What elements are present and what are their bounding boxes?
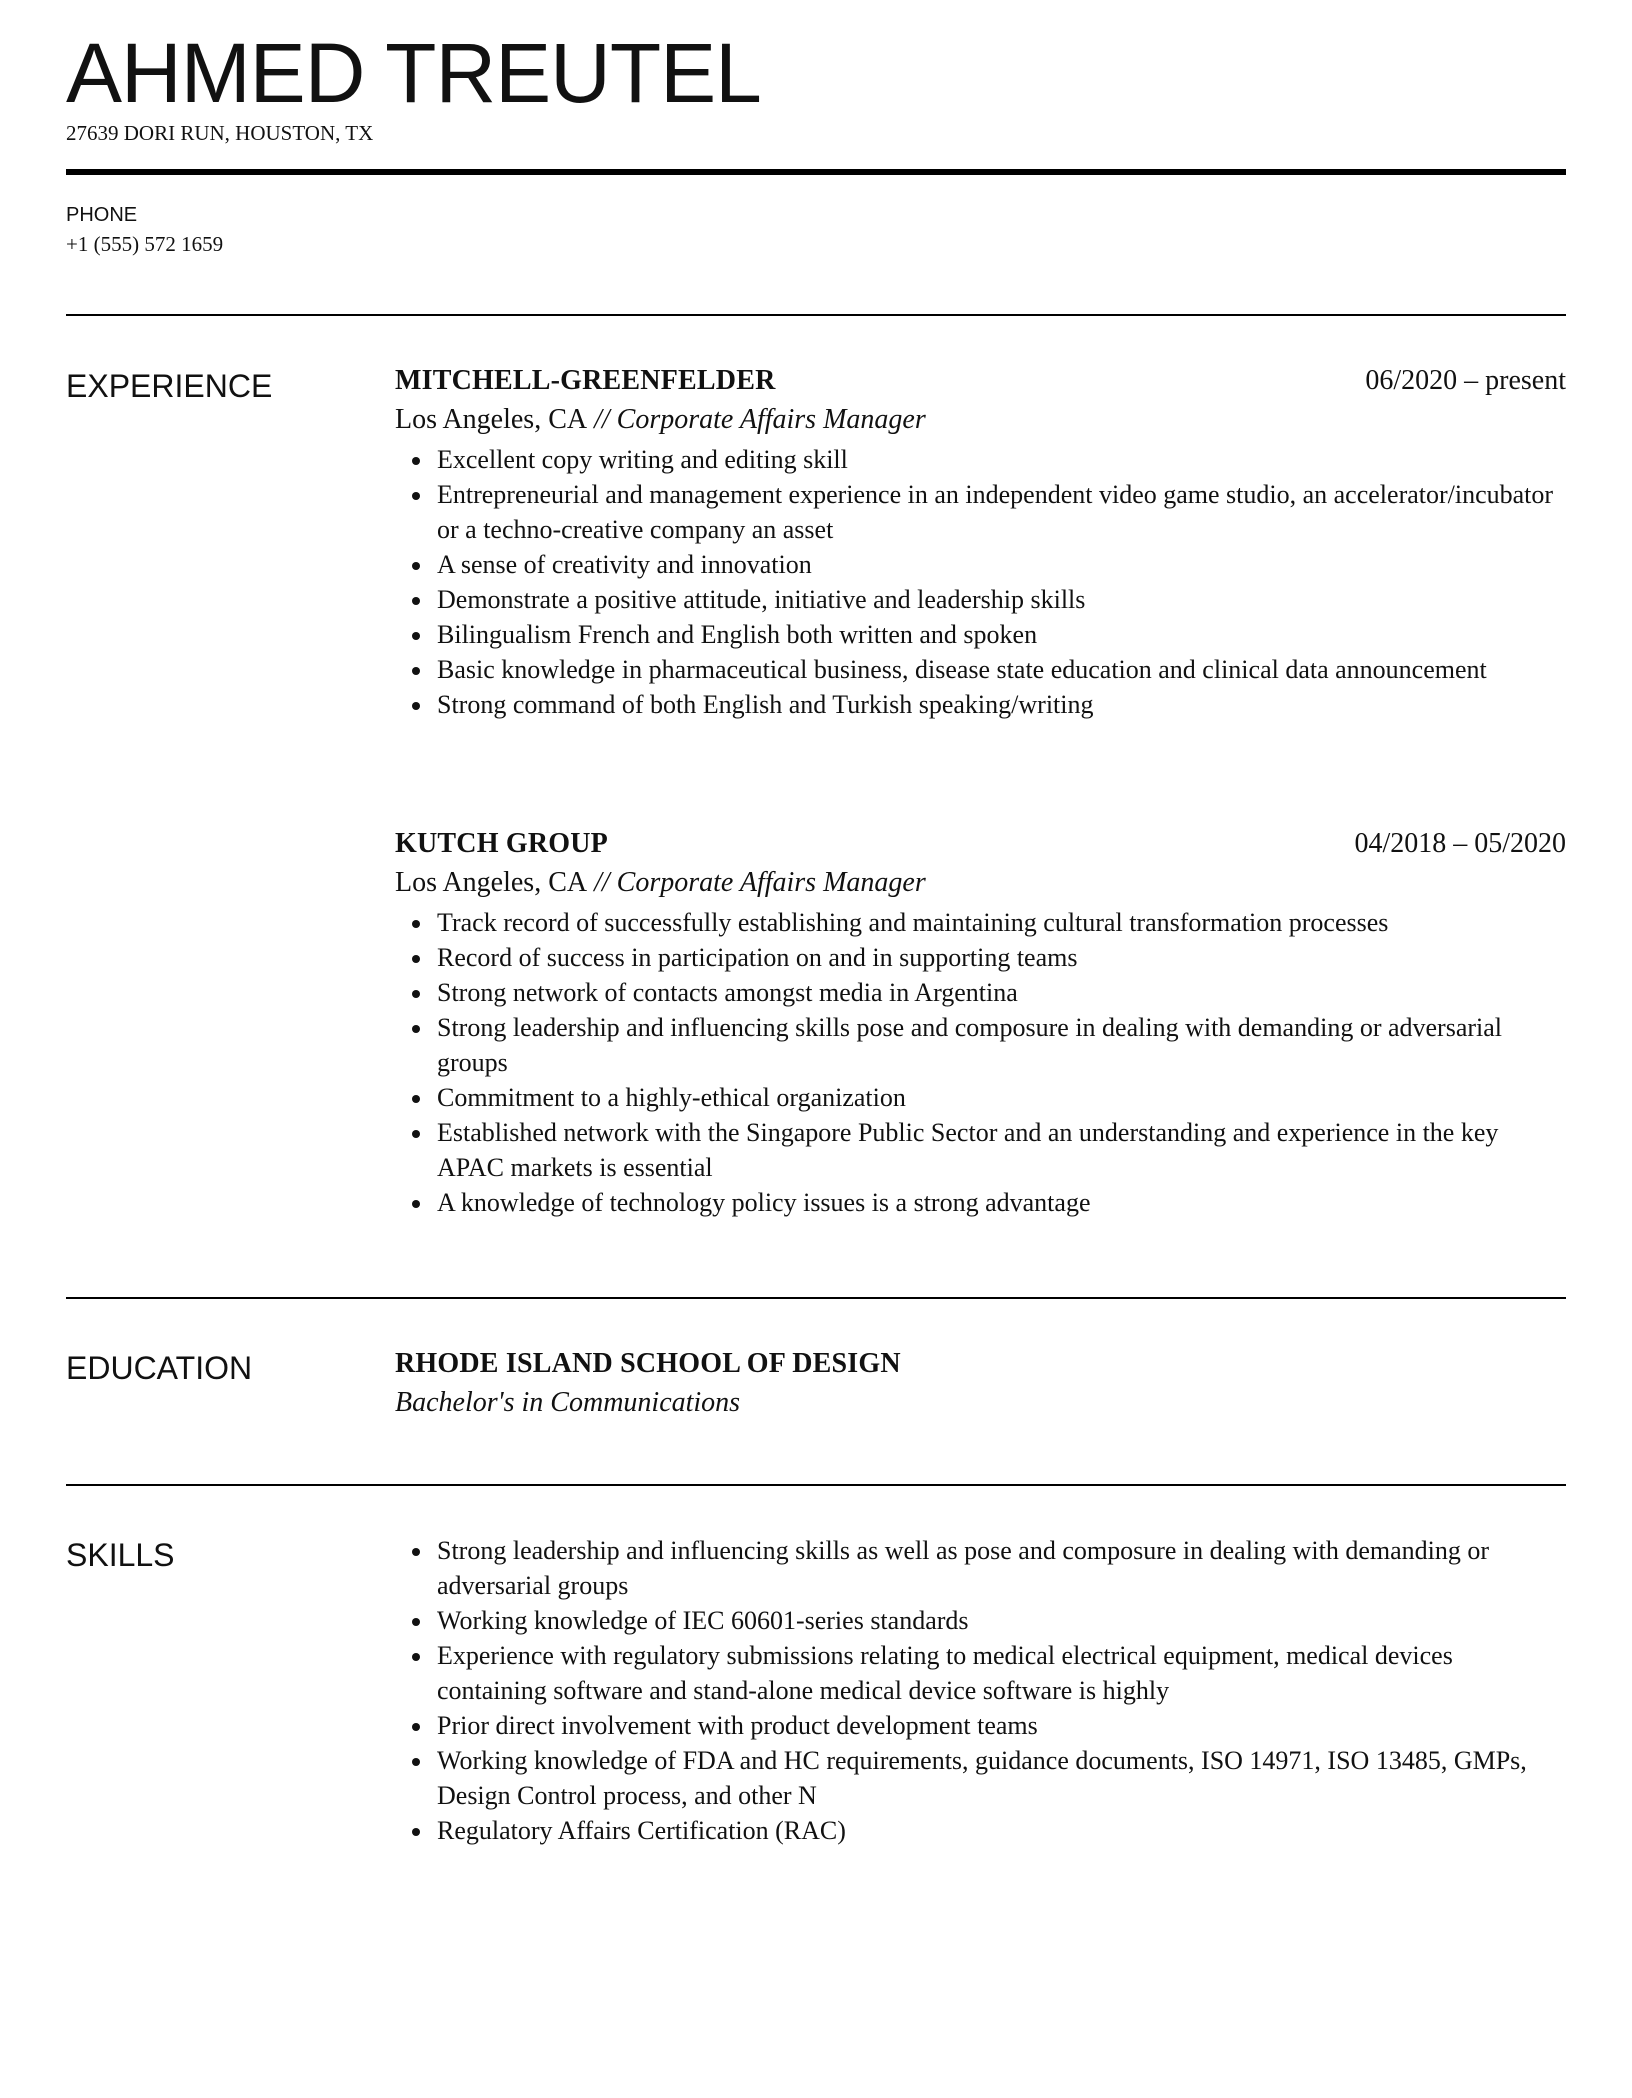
bullet-dot <box>412 1758 420 1766</box>
bullet-text: Experience with regulatory submissions relating to medical electrical equipment, medical devices containing software and stand-alone medical device software is highly <box>437 1641 1453 1705</box>
job-location: Los Angeles, CA <box>395 404 588 435</box>
bullet-dot <box>412 597 420 605</box>
bullet-text: A sense of creativity and innovation <box>437 550 812 579</box>
job-dates: 04/2018 – 05/2020 <box>1354 828 1566 859</box>
bullet-dot <box>412 1548 420 1556</box>
bullet-text: Working knowledge of IEC 60601-series standards <box>437 1606 969 1635</box>
bullet-text: Established network with the Singapore Public Sector and an understanding and experience in the key APAC markets is essential <box>437 1118 1499 1182</box>
bullet-dot <box>412 1723 420 1731</box>
list-item <box>395 1115 1566 1185</box>
list-item <box>395 905 1566 940</box>
job-role: Corporate Affairs Manager <box>616 867 926 898</box>
experience-heading: EXPERIENCE <box>66 368 273 404</box>
job-header <box>395 825 1566 863</box>
degree: Bachelor's in Communications <box>395 1387 741 1418</box>
bullet-text: Basic knowledge in pharmaceutical business, disease state education and clinical data announcement <box>437 655 1487 684</box>
role-separator: // <box>587 404 617 435</box>
experience-entry <box>395 825 1566 1220</box>
bullet-dot <box>412 667 420 675</box>
candidate-name: AHMED TREUTEL <box>66 26 761 120</box>
bullet-text: Strong network of contacts amongst media in Argentina <box>437 978 1018 1007</box>
phone-label: PHONE <box>66 204 138 226</box>
contact-divider <box>66 314 1566 316</box>
job-location: Los Angeles, CA <box>395 867 588 898</box>
bullet-dot <box>412 1025 420 1033</box>
list-item <box>395 442 1566 477</box>
job-dates: 06/2020 – present <box>1365 365 1566 396</box>
bullet-text: Excellent copy writing and editing skill <box>437 445 848 474</box>
list-item <box>395 975 1566 1010</box>
bullet-text: Demonstrate a positive attitude, initiative and leadership skills <box>437 585 1086 614</box>
skills-heading: SKILLS <box>66 1537 175 1573</box>
job-header <box>395 362 1566 400</box>
bullet-dot <box>412 955 420 963</box>
bullet-text: Strong command of both English and Turkish speaking/writing <box>437 690 1094 719</box>
bullet-dot <box>412 632 420 640</box>
bullet-text: Record of success in participation on and in supporting teams <box>437 943 1078 972</box>
education-heading: EDUCATION <box>66 1350 253 1386</box>
bullet-dot <box>412 920 420 928</box>
list-item <box>395 1743 1566 1813</box>
bullet-dot <box>412 990 420 998</box>
list-item <box>395 940 1566 975</box>
bullet-dot <box>412 1828 420 1836</box>
list-item <box>395 617 1566 652</box>
list-item <box>395 687 1566 722</box>
job-location-role <box>395 400 1566 440</box>
phone-number: +1 (555) 572 1659 <box>66 232 224 256</box>
list-item <box>395 1010 1566 1080</box>
list-item <box>395 1638 1566 1708</box>
list-item <box>395 582 1566 617</box>
list-item <box>395 652 1566 687</box>
list-item <box>395 1813 1566 1848</box>
bullet-text: Prior direct involvement with product development teams <box>437 1711 1038 1740</box>
list-item <box>395 1603 1566 1638</box>
role-separator: // <box>587 867 617 898</box>
bullet-text: Strong leadership and influencing skills as well as pose and composure in dealing with demanding or adversarial groups <box>437 1536 1490 1600</box>
list-item <box>395 477 1566 547</box>
job-role: Corporate Affairs Manager <box>616 404 926 435</box>
bullet-dot <box>412 457 420 465</box>
company-name: KUTCH GROUP <box>395 828 608 859</box>
list-item <box>395 1533 1566 1603</box>
bullet-text: A knowledge of technology policy issues is a strong advantage <box>437 1188 1091 1217</box>
experience-divider <box>66 1297 1566 1299</box>
bullet-text: Strong leadership and influencing skills pose and composure in dealing with demanding or adversarial groups <box>437 1013 1503 1077</box>
bullet-text: Working knowledge of FDA and HC requirements, guidance documents, ISO 14971, ISO 13485, GMPs, Design Control process, and other N <box>437 1746 1527 1810</box>
job-location-role <box>395 863 1566 903</box>
list-item <box>395 1080 1566 1115</box>
bullet-dot <box>412 702 420 710</box>
bullet-dot <box>412 1095 420 1103</box>
school-name: RHODE ISLAND SCHOOL OF DESIGN <box>395 1348 901 1379</box>
skills-list <box>395 1533 1566 1848</box>
list-item <box>395 1708 1566 1743</box>
bullet-dot <box>412 1653 420 1661</box>
list-item <box>395 1185 1566 1220</box>
job-bullets <box>395 905 1566 1220</box>
list-item <box>395 547 1566 582</box>
bullet-dot <box>412 1618 420 1626</box>
bullet-dot <box>412 562 420 570</box>
bullet-text: Commitment to a highly-ethical organization <box>437 1083 906 1112</box>
candidate-address: 27639 DORI RUN, HOUSTON, TX <box>66 121 374 145</box>
experience-entry <box>395 362 1566 722</box>
bullet-dot <box>412 1200 420 1208</box>
company-name: MITCHELL-GREENFELDER <box>395 365 776 396</box>
header-divider <box>66 169 1566 175</box>
skills-entry <box>395 1533 1566 1848</box>
education-divider <box>66 1484 1566 1486</box>
education-entry <box>395 1345 1566 1423</box>
bullet-text: Bilingualism French and English both written and spoken <box>437 620 1038 649</box>
bullet-dot <box>412 1130 420 1138</box>
bullet-dot <box>412 492 420 500</box>
bullet-text: Entrepreneurial and management experience in an independent video game studio, an accelerator/incubator or a techno-creative company an asset <box>437 480 1554 544</box>
bullet-text: Track record of successfully establishing and maintaining cultural transformation processes <box>437 908 1389 937</box>
bullet-text: Regulatory Affairs Certification (RAC) <box>437 1816 846 1845</box>
job-bullets <box>395 442 1566 722</box>
